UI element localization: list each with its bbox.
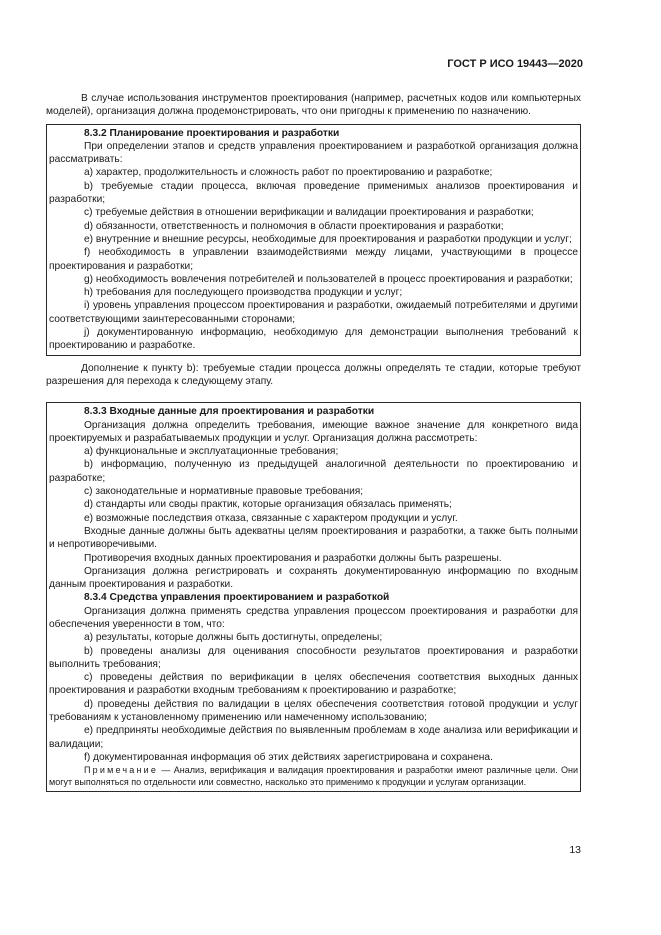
document-id: ГОСТ Р ИСО 19443—2020 [447, 58, 583, 70]
list-item: e) предприняты необходимые действия по выявленным проблемам в ходе анализа или верификации и валидации; [49, 725, 578, 750]
intro-paragraph: В случае использования инструментов проектирования (например, расчетных кодов или компьютерных моделей), организация должна продемонстрировать, что они пригодны к применению по назначению. [46, 93, 581, 118]
list-item: d) обязанности, ответственность и полномочия в области проектирования и разработки; [84, 220, 504, 232]
section-8-3-2-heading: 8.3.2 Планирование проектирования и разработки [84, 127, 340, 139]
note [49, 764, 578, 788]
page-number: 13 [569, 844, 581, 856]
section-8-3-2-box [46, 124, 581, 356]
list-item: b) проведены анализы для оценивания способности результатов проектирования и разработки выполнить требования; [49, 645, 578, 670]
list-item: f) необходимость в управлении взаимодействиями между лицами, участвующими в процессе проектирования и разработки; [49, 247, 578, 272]
list-item: a) функциональные и эксплуатационные требования; [84, 446, 339, 458]
paragraph: Организация должна регистрировать и сохранять документированную информацию по входным данным проектирования и разработки. [49, 565, 578, 591]
section-8-3-3-lead: Организация должна определить требования, имеющие важное значение для конкретного вида проектируемых и разрабатываемых продукции и услуг. Организация должна рассмотреть: [49, 419, 578, 444]
list-item: h) требования для последующего производства продукции и услуг; [84, 287, 403, 299]
list-item: g) необходимость вовлечения потребителей и пользователей в процесс проектирования и разработки; [84, 273, 573, 285]
list-item: b) требуемые стадии процесса, включая проведение применимых анализов проектирования и разработки; [49, 180, 578, 206]
list-item: e) внутренние и внешние ресурсы, необходимые для проектирования и разработки продукции и услуг; [84, 233, 572, 245]
list-item: j) документированную информацию, необходимую для демонстрации выполнения требований к проектированию и разработке. [49, 327, 578, 352]
page-content [46, 92, 581, 792]
list-item: a) характер, продолжительность и сложность работ по проектированию и разработке; [84, 167, 493, 179]
list-item: c) проведены действия по верификации в целях обеспечения соответствия выходных данных проектирования и разработки входным требованиям к проектированию и разработке; [49, 672, 578, 697]
section-8-3-4-heading: 8.3.4 Средства управления проектированием и разработкой [84, 592, 390, 604]
list-item: b) информацию, полученную из предыдущей аналогичной деятельности по проектированию и разработке; [49, 459, 578, 484]
note-text: — Анализ, верификация и валидация проектирования и разработки имеют различные цели. Они могут выполняться по отдельности или совместно, насколько это применимо к продукции и услугам организации. [49, 765, 578, 788]
section-8-3-2-lead: При определении этапов и средств управления проектированием и разработкой организация должна рассматривать: [49, 140, 578, 166]
section-8-3-3-heading: 8.3.3 Входные данные для проектирования и разработки [84, 406, 375, 418]
paragraph: Противоречия входных данных проектирования и разработки должны быть разрешены. [84, 552, 502, 564]
section-8-3-3-box [46, 402, 581, 791]
addendum-paragraph: Дополнение к пункту b): требуемые стадии процесса должны определять те стадии, которые требуют разрешения для перехода к следующему этапу. [46, 362, 581, 387]
note-label: Примечание [84, 765, 159, 776]
section-8-3-4-lead: Организация должна применять средства управления процессом проектирования и разработки для обеспечения уверенности в том, что: [49, 605, 578, 630]
list-item: i) уровень управления процессом проектирования и разработки, ожидаемый потребителями и другими соответствующими заинтересованными сторонами; [49, 300, 578, 325]
list-item: f) документированная информация об этих действиях зарегистрирована и сохранена. [84, 751, 493, 763]
list-item: d) стандарты или своды практик, которые организация обязалась применять; [84, 499, 452, 511]
list-item: c) требуемые действия в отношении верификации и валидации проектирования и разработки; [84, 207, 534, 219]
list-item: a) результаты, которые должны быть достигнуты, определены; [84, 632, 383, 644]
list-item: c) законодательные и нормативные правовые требования; [84, 486, 364, 498]
paragraph: Входные данные должны быть адекватны целям проектирования и разработки, а также быть полными и непротиворечивыми. [49, 525, 578, 551]
list-item: d) проведены действия по валидации в целях обеспечения соответствия готовой продукции и услуг требованиям к установленному применению или намеченному использованию; [49, 698, 578, 724]
list-item: e) возможные последствия отказа, связанные с характером продукции и услуг. [84, 512, 458, 524]
